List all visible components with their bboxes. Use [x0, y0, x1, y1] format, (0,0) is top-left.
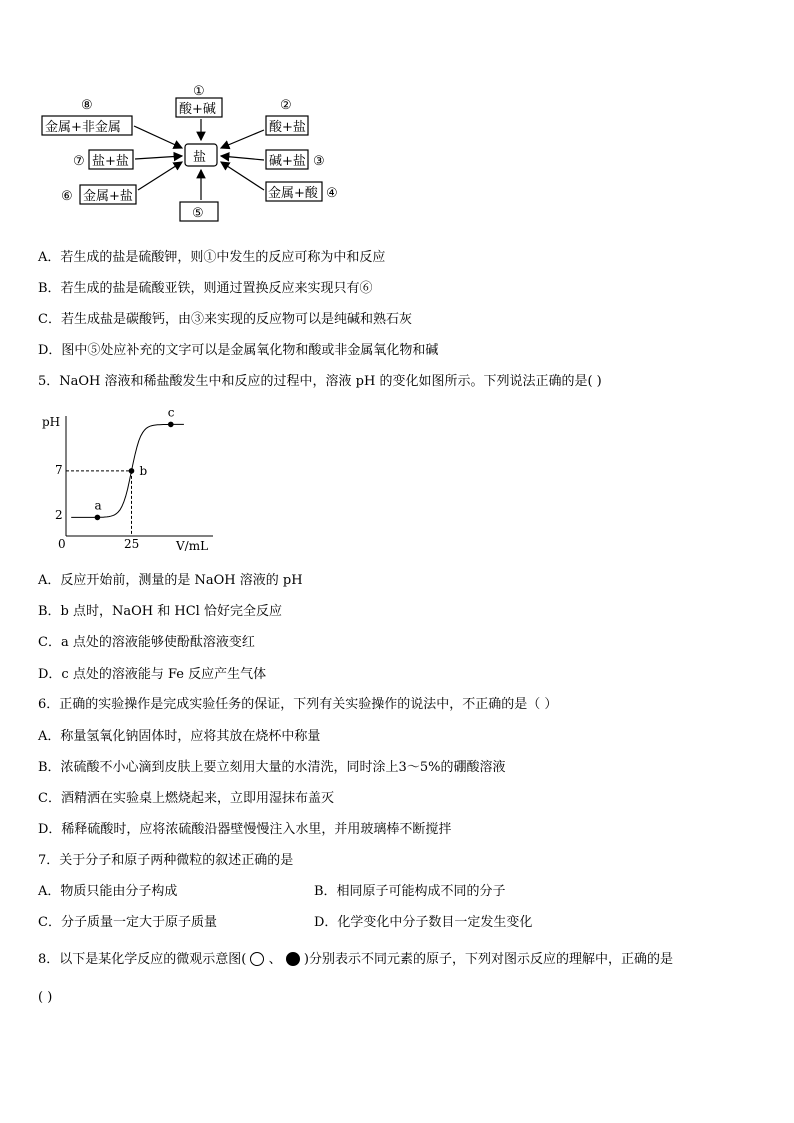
box-7-label: 盐+盐 — [92, 154, 129, 169]
box-4-label: 金属+酸 — [268, 186, 318, 201]
box-6-label: 金属+盐 — [83, 189, 133, 204]
q6-option-b: B．浓硫酸不小心滴到皮肤上要立刻用大量的水清洗，同时涂上3～5%的硼酸溶液 — [38, 760, 506, 775]
box-4-num: ④ — [326, 186, 338, 201]
q6-option-d: D．稀释硫酸时，应将浓硫酸沿器壁慢慢注入水里，并用玻璃棒不断搅拌 — [38, 822, 452, 837]
box-2-label: 酸+盐 — [269, 120, 306, 135]
q5-option-d: D．c 点处的溶液能与 Fe 反应产生气体 — [38, 667, 267, 682]
filled-circle-atom-icon — [286, 952, 300, 966]
q7-option-a: A．物质只能由分子构成 — [38, 884, 178, 899]
box-2-num: ② — [280, 98, 292, 113]
point-label-b: b — [139, 463, 148, 478]
q4-option-c: C．若生成盐是碳酸钙，由③来实现的反应物可以是纯碱和熟石灰 — [38, 312, 412, 327]
q8-stem — [38, 952, 673, 968]
q5-option-c: C．a 点处的溶液能够使酚酞溶液变红 — [38, 635, 255, 650]
q6-option-c: C．酒精洒在实验桌上燃烧起来，立即用湿抹布盖灭 — [38, 791, 334, 806]
ph-titration-chart — [38, 408, 238, 558]
q6-stem: 6．正确的实验操作是完成实验任务的保证，下列有关实验操作的说法中，不正确的是（ ） — [38, 697, 558, 712]
box-6-num: ⑥ — [61, 189, 73, 204]
q5-stem: 5．NaOH 溶液和稀盐酸发生中和反应的过程中，溶液 pH 的变化如图所示。下列说法正确的是( ) — [38, 374, 602, 389]
q5-option-b: B．b 点时，NaOH 和 HCl 恰好完全反应 — [38, 604, 282, 619]
y-tick-7: 7 — [55, 463, 63, 477]
q8-stem-line2: ( ) — [38, 990, 53, 1005]
box-1-num: ① — [193, 84, 205, 99]
x-axis-label: V/mL — [176, 539, 209, 553]
q8-stem-part2: )分别表示不同元素的原子，下列对图示反应的理解中，正确的是 — [303, 952, 673, 967]
point-b — [129, 468, 135, 474]
y-axis-label: pH — [42, 415, 61, 429]
point-c — [168, 422, 174, 428]
box-1-label: 酸+碱 — [179, 102, 216, 117]
box-5-num: ⑤ — [192, 206, 204, 221]
q4-option-b: B．若生成的盐是硫酸亚铁，则通过置换反应来实现只有⑥ — [38, 281, 373, 296]
box-8-label: 金属+非金属 — [45, 120, 121, 135]
open-circle-atom-icon — [250, 952, 264, 966]
q6-option-a: A．称量氢氧化钠固体时，应将其放在烧杯中称量 — [38, 729, 321, 744]
x-tick-25: 25 — [124, 537, 140, 551]
center-salt-label: 盐 — [193, 150, 207, 165]
q7-stem: 7．关于分子和原子两种微粒的叙述正确的是 — [38, 853, 294, 868]
box-3-num: ③ — [313, 154, 325, 169]
box-3-label: 碱+盐 — [269, 154, 306, 169]
point-label-a: a — [94, 498, 102, 513]
y-tick-2: 2 — [55, 508, 63, 522]
q8-stem-part1: 8．以下是某化学反应的微观示意图( — [38, 952, 247, 967]
q4-option-a: A．若生成的盐是硫酸钾，则①中发生的反应可称为中和反应 — [38, 250, 386, 265]
q7-option-d: D．化学变化中分子数目一定发生变化 — [314, 915, 533, 930]
q8-stem-sep: 、 — [268, 952, 282, 967]
x-tick-0: 0 — [58, 537, 66, 551]
salt-formation-diagram — [30, 82, 390, 222]
q4-option-d: D．图中⑤处应补充的文字可以是金属氧化物和酸或非金属氧化物和碱 — [38, 343, 439, 358]
box-7-num: ⑦ — [73, 154, 85, 169]
point-a — [95, 515, 101, 521]
point-label-c: c — [167, 408, 175, 420]
box-8-num: ⑧ — [81, 98, 93, 113]
q7-option-c: C．分子质量一定大于原子质量 — [38, 915, 217, 930]
q5-option-a: A．反应开始前，测量的是 NaOH 溶液的 pH — [38, 573, 303, 588]
q7-option-b: B．相同原子可能构成不同的分子 — [314, 884, 506, 899]
